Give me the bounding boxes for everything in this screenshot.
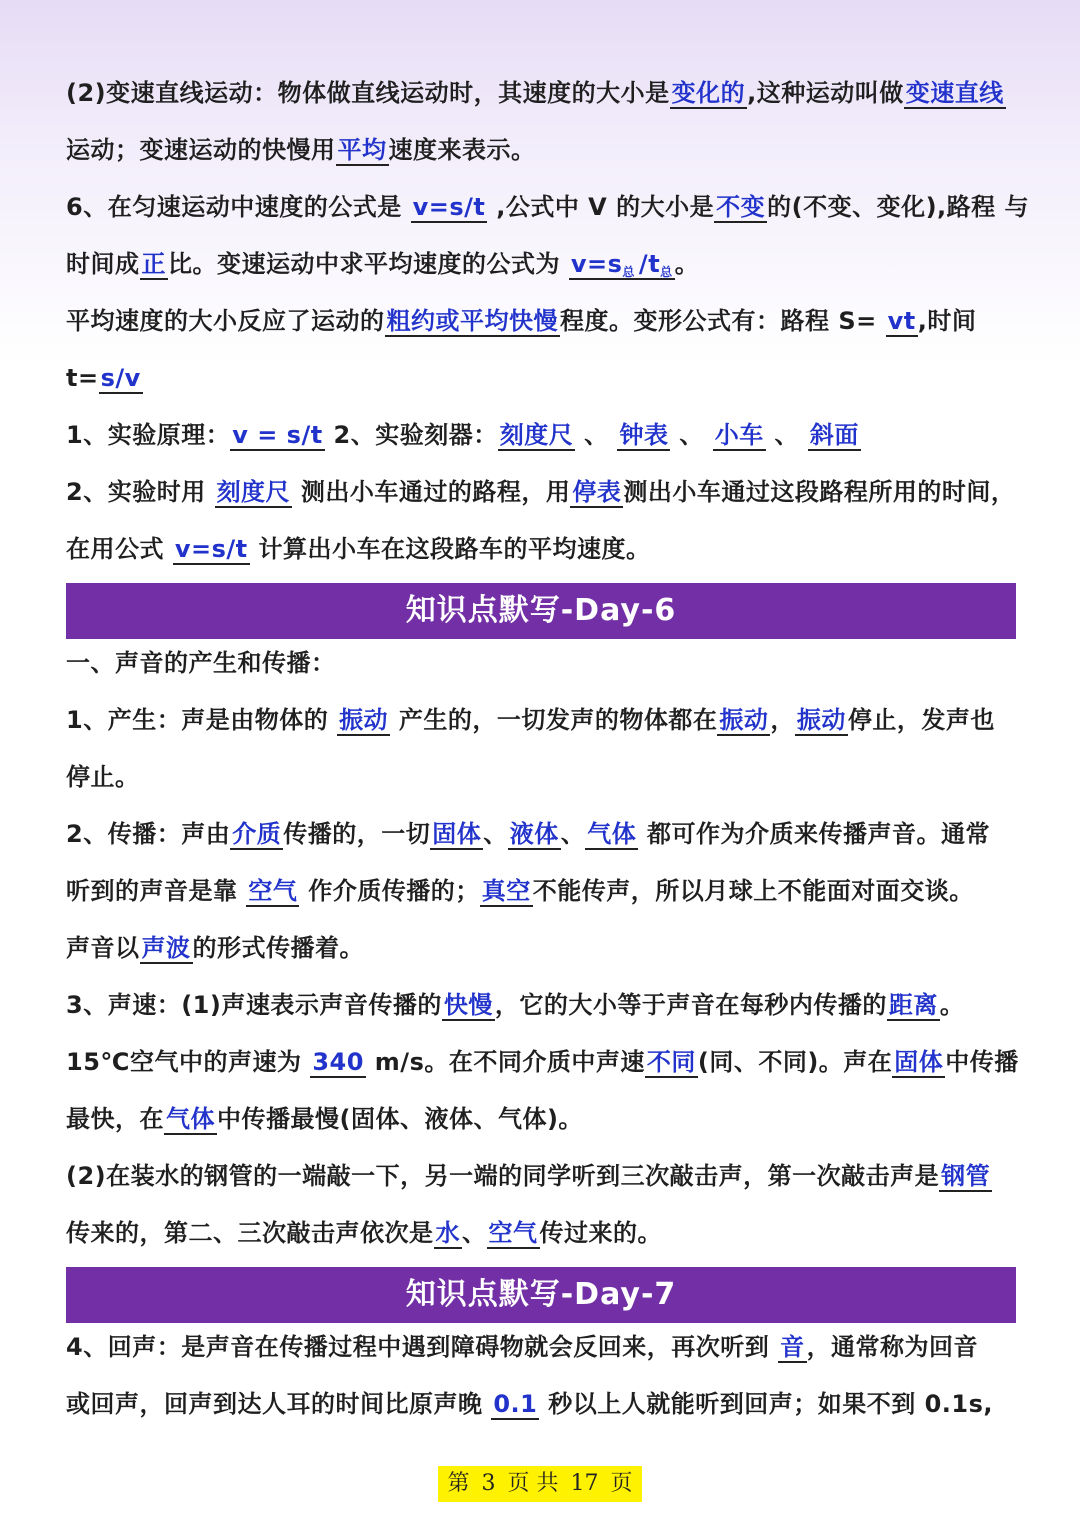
line-text: 3、声速：(1)声速表示声音传播的: [66, 991, 442, 1019]
text-line: [66, 811, 1016, 868]
line-text: 比。变速运动中求平均速度的公式为: [168, 250, 569, 278]
line-text: 传来的，第二、三次敲击声依次是: [66, 1219, 434, 1247]
page-content: [66, 70, 1030, 1438]
footer-current-page: 3: [481, 1471, 496, 1496]
line-text: 4、回声：是声音在传播过程中遇到障碍物就会反回来，再次听到: [66, 1333, 779, 1361]
line-text: 6、在匀速运动中速度的公式是: [66, 193, 411, 221]
answer-blank: 振动: [796, 706, 846, 734]
line-text: ,这种运动叫做: [747, 79, 904, 107]
answer-blank: 刻度尺: [216, 478, 291, 506]
line-text: 、: [560, 820, 586, 848]
line-text: 停止。: [66, 763, 140, 791]
text-line: [66, 1096, 1016, 1153]
text-line: [66, 1153, 1016, 1210]
answer-blank: 液体: [509, 820, 559, 848]
answer-blank: 介质: [232, 820, 282, 848]
line-text: 的(不变、变化),路程 与: [767, 193, 1030, 221]
text-line: [66, 469, 1016, 526]
text-line: [66, 697, 1016, 754]
section-sound: [66, 640, 1019, 1267]
answer-blank: 停表: [572, 478, 622, 506]
answer-blank: 粗约或平均快慢: [386, 307, 558, 335]
banner-day7: 知识点默写-Day-7: [66, 1267, 1016, 1323]
line-text: 2、实验时用: [66, 478, 215, 506]
line-text: 停止，发声也: [847, 706, 995, 734]
line-text: ,公式中 V 的大小是: [487, 193, 715, 221]
answer-blank: v=s/t: [412, 193, 486, 221]
answer-blank: 距离: [888, 991, 938, 1019]
text-line: [66, 1039, 1019, 1096]
text-line: [66, 298, 1016, 355]
footer-prefix: 第: [447, 1471, 470, 1496]
line-text: 或回声，回声到达人耳的时间比原声晚: [66, 1390, 492, 1418]
line-text: 测出小车通过这段路程所用的时间，: [623, 478, 1016, 506]
answer-blank: v = s/t: [232, 421, 323, 449]
line-text: 、: [765, 421, 808, 449]
text-line: [66, 754, 1016, 811]
answer-blank: vt: [887, 307, 916, 335]
line-text: 平均速度的大小反应了运动的: [66, 307, 385, 335]
answer-blank: 振动: [339, 706, 389, 734]
line-text: 一、声音的产生和传播：: [66, 649, 336, 677]
footer-total-pages: 17: [570, 1471, 599, 1496]
footer-suffix: 页: [610, 1471, 633, 1496]
line-text: 、: [670, 421, 713, 449]
line-text: 程度。变形公式有：路程 S=: [560, 307, 886, 335]
line-text: 秒以上人就能听到回声；如果不到 0.1s,: [539, 1390, 994, 1418]
line-text: 时间成: [66, 250, 140, 278]
answer-blank: 声波: [141, 934, 191, 962]
line-text: ，通常称为回音: [806, 1333, 979, 1361]
line-text: 产生的，一切发声的物体都在: [390, 706, 718, 734]
answer-blank: 小车: [714, 421, 764, 449]
line-text: 2、实验刻器：: [324, 421, 498, 449]
line-text: (2)变速直线运动：物体做直线运动时，其速度的大小是: [66, 79, 670, 107]
line-text: 2、传播：声由: [66, 820, 231, 848]
line-text: 中传播最慢(固体、液体、气体)。: [217, 1105, 583, 1133]
line-text: 不能传声，所以月球上不能面对面交谈。: [532, 877, 974, 905]
answer-blank: 340: [312, 1048, 364, 1076]
answer-blank: 刻度尺: [499, 421, 574, 449]
answer-blank: 钢管: [941, 1162, 991, 1190]
answer-blank: 斜面: [809, 421, 859, 449]
answer-blank: 不变: [716, 193, 766, 221]
text-line: [66, 1210, 1016, 1267]
answer-blank: 空气: [488, 1219, 538, 1247]
text-line: [66, 982, 1016, 1039]
line-text: 、: [483, 820, 508, 848]
section-echo: [66, 1324, 1016, 1438]
line-text: 、: [462, 1219, 487, 1247]
answer-blank: $v=s_总$: [570, 250, 635, 279]
answer-blank: 固体: [894, 1048, 944, 1076]
answer-blank: 音: [780, 1333, 805, 1361]
text-line: [66, 526, 1016, 583]
footer-mid: 页 共: [507, 1471, 559, 1496]
answer-blank: 水: [435, 1219, 460, 1247]
answer-blank: 变速直线: [905, 79, 1004, 107]
answer-blank: 钟表: [619, 421, 669, 449]
banner-day6: 知识点默写-Day-6: [66, 583, 1016, 639]
text-line: [66, 241, 1016, 298]
line-text: ，: [770, 706, 795, 734]
line-text: (同、不同)。声在: [697, 1048, 893, 1076]
answer-blank: 气体: [587, 820, 637, 848]
line-text: 在用公式: [66, 535, 173, 563]
line-text: 中传播: [945, 1048, 1019, 1076]
answer-blank: 气体: [166, 1105, 215, 1133]
line-text: ,时间: [917, 307, 977, 335]
text-line: [66, 925, 1016, 982]
line-text: 15℃空气中的声速为: [66, 1048, 311, 1076]
answer-blank: s/v: [100, 364, 141, 392]
line-text: 计算出小车在这段路车的平均速度。: [249, 535, 651, 563]
line-text: t=: [66, 364, 99, 392]
text-line: [66, 355, 1016, 412]
text-line: [66, 1324, 1016, 1381]
answer-blank: 振动: [719, 706, 769, 734]
text-line: [66, 127, 1016, 184]
line-text: 都可作为介质来传播声音。通常: [638, 820, 991, 848]
section-motion: [66, 70, 1030, 583]
text-line: [66, 412, 1016, 469]
line-text: 运动；变速运动的快慢用: [66, 136, 336, 164]
line-text: 1、产生：声是由物体的: [66, 706, 338, 734]
page-footer: [438, 1466, 642, 1502]
line-text: 、: [575, 421, 618, 449]
answer-blank: 正: [141, 250, 166, 278]
line-text: m/s。在不同介质中声速: [365, 1048, 645, 1076]
text-line: [66, 640, 1016, 697]
line-text: 。: [674, 250, 700, 278]
line-text: ，它的大小等于声音在每秒内传播的: [494, 991, 887, 1019]
answer-blank: 快慢: [443, 991, 493, 1019]
line-text: (2)在装水的钢管的一端敲一下，另一端的同学听到三次敲击声，第一次敲击声是: [66, 1162, 940, 1190]
text-line: [66, 868, 1016, 925]
line-text: 的形式传播着。: [192, 934, 364, 962]
answer-blank: 0.1: [493, 1390, 538, 1418]
line-text: 声音以: [66, 934, 140, 962]
answer-blank: $/t_总$: [638, 250, 673, 279]
text-line: [66, 184, 1030, 241]
line-text: 测出小车通过的路程，用: [292, 478, 571, 506]
line-text: 速度来表示。: [388, 136, 536, 164]
answer-blank: 不同: [646, 1048, 696, 1076]
answer-blank: 固体: [432, 820, 482, 848]
answer-blank: 真空: [481, 877, 531, 905]
answer-blank: 平均: [337, 136, 387, 164]
line-text: 。: [939, 991, 965, 1019]
line-text: 作介质传播的；: [299, 877, 480, 905]
line-text: 1、实验原理：: [66, 421, 231, 449]
line-text: 听到的声音是靠: [66, 877, 247, 905]
answer-blank: 变化的: [671, 79, 746, 107]
text-line: [66, 70, 1016, 127]
answer-blank: 空气: [248, 877, 298, 905]
line-text: 传过来的。: [539, 1219, 662, 1247]
text-line: [66, 1381, 1016, 1438]
line-text: 传播的，一切: [283, 820, 431, 848]
answer-blank: v=s/t: [174, 535, 248, 563]
line-text: 最快，在: [66, 1105, 164, 1133]
